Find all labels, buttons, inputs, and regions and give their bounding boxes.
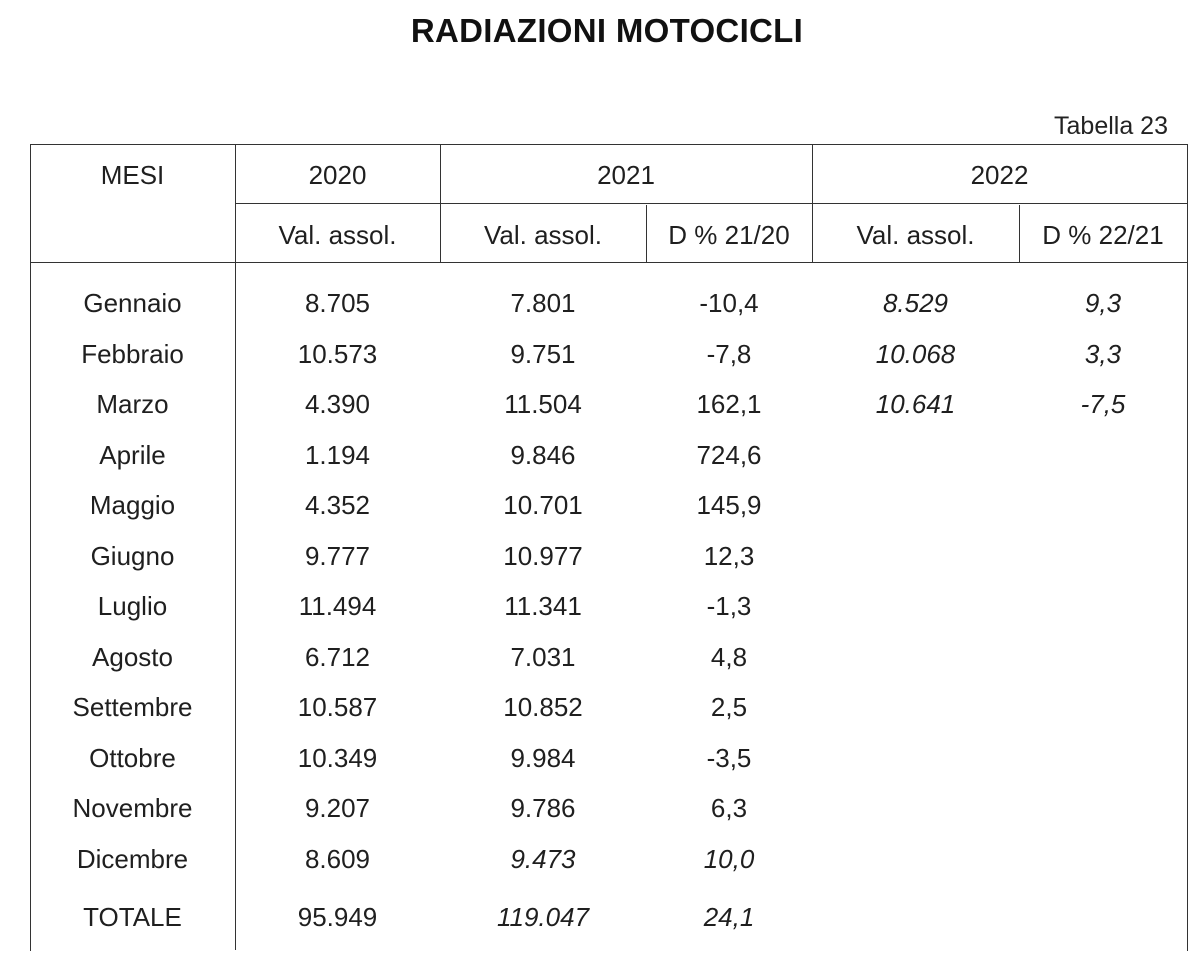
value-2021-cell: 10.852 [503, 692, 583, 722]
month-cell: Maggio [89, 490, 176, 520]
value-2022-cell: 10.068 [875, 338, 956, 369]
total-delta-21-20: 24,1 [703, 902, 755, 932]
value-2020-cell: 1.194 [304, 439, 371, 470]
value-2020-cell: 9.207 [304, 793, 371, 823]
header-val-2020: Val. assol. [278, 220, 397, 250]
value-2020-cell: 9.777 [304, 540, 371, 571]
value-2020-cell: 4.390 [304, 389, 371, 419]
value-2020-cell: 8.609 [304, 843, 371, 874]
value-2020-cell: 4.352 [304, 490, 371, 520]
month-cell: Aprile [99, 439, 166, 470]
total-2021: 119.047 [496, 902, 590, 932]
month-cell: Settembre [72, 692, 193, 722]
value-2020-cell: 11.494 [298, 591, 377, 621]
month-cell: Dicembre [76, 843, 189, 874]
table-reference: Tabella 23 [1054, 112, 1168, 140]
delta-21-20-cell: 2,5 [710, 692, 748, 722]
value-2020-cell: 10.573 [297, 338, 378, 369]
value-2021-cell: 7.801 [510, 288, 576, 318]
value-2021-cell: 11.504 [504, 389, 582, 419]
month-cell: Gennaio [83, 288, 182, 318]
divider-header-mid [235, 203, 1187, 204]
value-2021-cell: 7.031 [510, 641, 576, 672]
value-2021-cell: 9.846 [510, 439, 576, 470]
delta-21-20-cell: 10,0 [703, 843, 755, 874]
value-2021-cell: 9.786 [510, 793, 576, 823]
delta-21-20-cell: -7,8 [706, 338, 752, 369]
header-val-2021: Val. assol. [483, 220, 602, 250]
value-2020-cell: 10.349 [297, 742, 378, 773]
delta-21-20-cell: 162,1 [696, 389, 762, 419]
page-title: RADIAZIONI MOTOCICLI [410, 12, 804, 49]
delta-21-20-cell: 145,9 [696, 490, 762, 520]
delta-22-21-cell: 9,3 [1084, 288, 1122, 318]
header-year-2020: 2020 [308, 160, 367, 190]
value-2021-cell: 10.701 [503, 490, 583, 520]
month-cell: Novembre [72, 793, 193, 823]
value-2020-cell: 10.587 [297, 692, 378, 722]
delta-21-20-cell: 6,3 [710, 793, 748, 823]
divider-header-bottom [30, 262, 1187, 263]
header-d-21-20: D % 21/20 [668, 220, 790, 250]
value-2022-cell: 10.641 [875, 389, 956, 419]
value-2020-cell: 8.705 [304, 288, 371, 318]
delta-22-21-cell: -7,5 [1080, 389, 1126, 419]
delta-21-20-cell: 724,6 [696, 439, 762, 470]
value-2021-cell: 10.977 [503, 540, 583, 571]
header-d-22-21: D % 22/21 [1042, 220, 1164, 250]
value-2022-cell: 8.529 [882, 288, 949, 318]
delta-21-20-cell: -10,4 [699, 288, 759, 318]
delta-22-21-cell: 3,3 [1084, 338, 1122, 369]
month-cell: Ottobre [89, 742, 176, 773]
month-cell: Febbraio [81, 338, 184, 369]
delta-21-20-cell: 4,8 [710, 641, 748, 672]
month-cell: Luglio [97, 591, 168, 621]
delta-21-20-cell: 12,3 [703, 540, 755, 571]
value-2020-cell: 6.712 [304, 641, 371, 672]
header-year-2022: 2022 [970, 160, 1029, 190]
header-year-2021: 2021 [597, 160, 655, 190]
total-2020: 95.949 [297, 902, 378, 932]
month-cell: Agosto [92, 641, 173, 672]
month-cell: Giugno [90, 540, 175, 571]
delta-21-20-cell: -1,3 [706, 591, 752, 621]
month-cell: Marzo [96, 389, 169, 419]
header-val-2022: Val. assol. [856, 220, 975, 250]
delta-21-20-cell: -3,5 [706, 742, 752, 773]
total-label: TOTALE [83, 902, 182, 932]
value-2021-cell: 9.984 [510, 742, 576, 773]
value-2021-cell: 9.473 [510, 843, 576, 874]
value-2021-cell: 11.341 [504, 591, 582, 621]
value-2021-cell: 9.751 [510, 338, 576, 369]
header-mesi: MESI [100, 160, 165, 190]
